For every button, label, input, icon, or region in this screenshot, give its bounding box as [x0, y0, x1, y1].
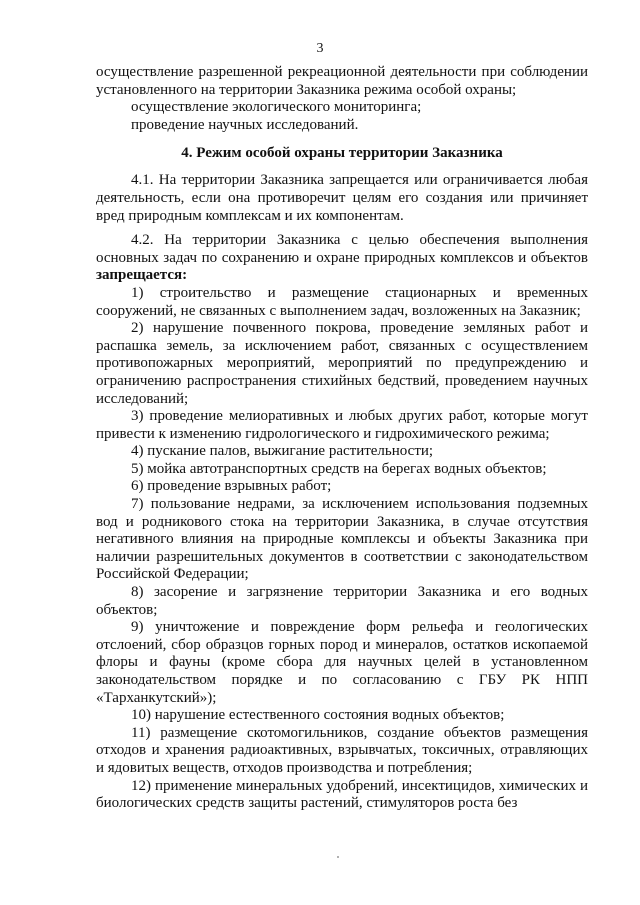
- prohibition-item-5: 5) мойка автотранспортных средств на берегах водных объектов;: [131, 460, 547, 477]
- prohibition-item-7: 7) пользование недрами, за исключением использования подземных вод и родникового стока на территории Заказника, в случае отсутствия негативного влияния на природные комплексы и объекты Заказника при наличии разрешительных документов в соответствии с законодательством Российской Федерации;: [96, 496, 588, 583]
- continuation-paragraph: осуществление разрешенной рекреационной деятельности при соблюдении установленного на территории Заказника режима особой охраны;: [96, 64, 588, 98]
- prohibition-item-10: 10) нарушение естественного состояния водных объектов;: [131, 707, 505, 724]
- paragraph-4-1: 4.1. На территории Заказника запрещается или ограничивается любая деятельность, если она противоречит целям его создания или причиняет вред природным комплексам и их компонентам.: [96, 172, 588, 224]
- scan-speck: [337, 856, 339, 858]
- prohibition-item-11: 11) размещение скотомогильников, создание объектов размещения отходов и хранения радиоактивных, взрывчатых, токсичных, отравляющих и ядовитых веществ, отходов производства и потребления;: [96, 724, 588, 776]
- list-item-monitoring: осуществление экологического мониторинга;: [131, 99, 422, 116]
- page-content: [96, 64, 588, 813]
- paragraph-4-2: [96, 232, 588, 285]
- prohibition-item-12: 12) применение минеральных удобрений, инсектицидов, химических и биологических средств защиты растений, стимуляторов роста без: [96, 777, 588, 812]
- section-title: 4. Режим особой охраны территории Заказника: [181, 145, 503, 162]
- paragraph-4-2-text: 4.2. На территории Заказника с целью обеспечения выполнения основных задач по сохранению и охране природных комплексов и объектов: [96, 232, 588, 266]
- prohibition-item-4: 4) пускание палов, выжигание растительности;: [131, 443, 434, 460]
- prohibition-item-9: 9) уничтожение и повреждение форм рельефа и геологических отслоений, сбор образцов горных пород и минералов, остатков ископаемой флоры и фауны (кроме сбора для научных целей в установленном законодательством порядке и по согласованию с ГБУ РК НПП «Тарханкутский»);: [96, 619, 588, 706]
- prohibition-item-3: 3) проведение мелиоративных и любых других работ, которые могут привести к изменению гидрологического и гидрохимического режима;: [96, 408, 588, 442]
- page-number: 3: [316, 41, 324, 56]
- list-item-research: проведение научных исследований.: [131, 116, 359, 133]
- prohibition-item-8: 8) засорение и загрязнение территории Заказника и его водных объектов;: [96, 584, 588, 618]
- prohibition-item-1: 1) строительство и размещение стационарных и временных сооружений, не связанных с выполнением задач, возложенных на Заказник;: [96, 284, 588, 319]
- paragraph-4-2-bold: запрещается:: [96, 267, 188, 284]
- prohibition-item-6: 6) проведение взрывных работ;: [131, 478, 332, 495]
- prohibition-item-2: 2) нарушение почвенного покрова, проведение земляных работ и распашка земель, за исключением работ, связанных с осуществлением противопожарных мероприятий, мероприятий по предупреждению и ограничению распространения стихийных бедствий, проведением научных исследований;: [96, 320, 588, 407]
